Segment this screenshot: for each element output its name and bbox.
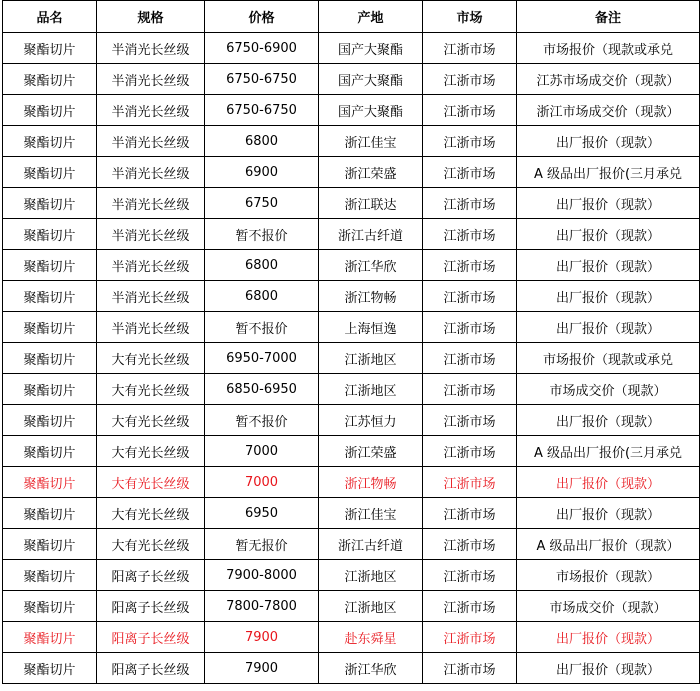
table-row xyxy=(3,374,700,405)
table-row xyxy=(3,343,700,374)
cell-market: 江浙市场 xyxy=(423,405,517,436)
cell-specification: 大有光长丝级 xyxy=(97,436,205,467)
header-specification: 规格 xyxy=(97,1,205,33)
cell-market: 江浙市场 xyxy=(423,436,517,467)
table-body xyxy=(3,33,700,684)
cell-product-name: 聚酯切片 xyxy=(3,33,97,64)
cell-price: 6800 xyxy=(205,281,319,312)
cell-product-name: 聚酯切片 xyxy=(3,157,97,188)
cell-specification: 半消光长丝级 xyxy=(97,250,205,281)
cell-remarks: 出厂报价（现款） xyxy=(517,498,700,529)
table-row xyxy=(3,64,700,95)
cell-price: 暂无报价 xyxy=(205,529,319,560)
cell-price: 6900 xyxy=(205,157,319,188)
cell-product-name: 聚酯切片 xyxy=(3,405,97,436)
table-row xyxy=(3,250,700,281)
cell-origin: 江浙地区 xyxy=(319,343,423,374)
cell-specification: 半消光长丝级 xyxy=(97,126,205,157)
header-market: 市场 xyxy=(423,1,517,33)
cell-remarks: 江苏市场成交价（现款） xyxy=(517,64,700,95)
cell-market: 江浙市场 xyxy=(423,219,517,250)
cell-origin: 浙江古纤道 xyxy=(319,219,423,250)
cell-price: 暂不报价 xyxy=(205,312,319,343)
cell-origin: 江浙地区 xyxy=(319,374,423,405)
cell-specification: 阳离子长丝级 xyxy=(97,560,205,591)
cell-product-name: 聚酯切片 xyxy=(3,374,97,405)
cell-remarks: 出厂报价（现款） xyxy=(517,312,700,343)
cell-origin: 赴东舜星 xyxy=(319,622,423,653)
table-row xyxy=(3,591,700,622)
cell-market: 江浙市场 xyxy=(423,560,517,591)
table-row xyxy=(3,33,700,64)
cell-origin: 浙江佳宝 xyxy=(319,126,423,157)
table-row xyxy=(3,219,700,250)
cell-specification: 半消光长丝级 xyxy=(97,312,205,343)
cell-product-name: 聚酯切片 xyxy=(3,64,97,95)
cell-product-name: 聚酯切片 xyxy=(3,436,97,467)
header-price: 价格 xyxy=(205,1,319,33)
cell-market: 江浙市场 xyxy=(423,529,517,560)
cell-origin: 浙江物畅 xyxy=(319,281,423,312)
cell-market: 江浙市场 xyxy=(423,64,517,95)
cell-remarks: 出厂报价（现款） xyxy=(517,219,700,250)
cell-price: 7900 xyxy=(205,622,319,653)
cell-specification: 大有光长丝级 xyxy=(97,529,205,560)
cell-market: 江浙市场 xyxy=(423,126,517,157)
cell-market: 江浙市场 xyxy=(423,188,517,219)
cell-market: 江浙市场 xyxy=(423,591,517,622)
cell-remarks: A 级品出厂报价(三月承兑 xyxy=(517,436,700,467)
cell-specification: 半消光长丝级 xyxy=(97,188,205,219)
table-row xyxy=(3,188,700,219)
header-remarks: 备注 xyxy=(517,1,700,33)
cell-remarks: 浙江市场成交价（现款） xyxy=(517,95,700,126)
cell-origin: 浙江华欣 xyxy=(319,653,423,684)
table-row xyxy=(3,560,700,591)
cell-remarks: 出厂报价（现款） xyxy=(517,250,700,281)
cell-market: 江浙市场 xyxy=(423,374,517,405)
cell-market: 江浙市场 xyxy=(423,281,517,312)
cell-product-name: 聚酯切片 xyxy=(3,219,97,250)
cell-origin: 浙江联达 xyxy=(319,188,423,219)
cell-specification: 大有光长丝级 xyxy=(97,343,205,374)
cell-origin: 上海恒逸 xyxy=(319,312,423,343)
cell-remarks: 市场报价（现款或承兑 xyxy=(517,343,700,374)
cell-price: 7000 xyxy=(205,467,319,498)
cell-market: 江浙市场 xyxy=(423,467,517,498)
cell-remarks: 市场报价（现款） xyxy=(517,560,700,591)
cell-price: 7900-8000 xyxy=(205,560,319,591)
table-row xyxy=(3,529,700,560)
cell-product-name: 聚酯切片 xyxy=(3,343,97,374)
table-row xyxy=(3,126,700,157)
cell-market: 江浙市场 xyxy=(423,250,517,281)
cell-market: 江浙市场 xyxy=(423,312,517,343)
cell-market: 江浙市场 xyxy=(423,157,517,188)
cell-specification: 半消光长丝级 xyxy=(97,33,205,64)
cell-market: 江浙市场 xyxy=(423,33,517,64)
cell-origin: 国产大聚酯 xyxy=(319,64,423,95)
cell-product-name: 聚酯切片 xyxy=(3,498,97,529)
cell-price: 6800 xyxy=(205,126,319,157)
cell-remarks: A 级品出厂报价（现款） xyxy=(517,529,700,560)
cell-remarks: 出厂报价（现款） xyxy=(517,653,700,684)
cell-price: 6800 xyxy=(205,250,319,281)
cell-origin: 江苏恒力 xyxy=(319,405,423,436)
cell-specification: 阳离子长丝级 xyxy=(97,653,205,684)
cell-price: 6750-6900 xyxy=(205,33,319,64)
header-origin: 产地 xyxy=(319,1,423,33)
table-row xyxy=(3,467,700,498)
cell-price: 6750-6750 xyxy=(205,64,319,95)
table-row xyxy=(3,436,700,467)
cell-specification: 半消光长丝级 xyxy=(97,95,205,126)
table-row xyxy=(3,281,700,312)
cell-price: 7900 xyxy=(205,653,319,684)
cell-market: 江浙市场 xyxy=(423,343,517,374)
cell-product-name: 聚酯切片 xyxy=(3,653,97,684)
table-row xyxy=(3,622,700,653)
cell-remarks: 出厂报价（现款） xyxy=(517,126,700,157)
table-header xyxy=(3,1,700,33)
cell-product-name: 聚酯切片 xyxy=(3,126,97,157)
cell-price: 6950-7000 xyxy=(205,343,319,374)
table-row xyxy=(3,95,700,126)
table-row xyxy=(3,405,700,436)
cell-remarks: 出厂报价（现款） xyxy=(517,188,700,219)
cell-market: 江浙市场 xyxy=(423,622,517,653)
cell-specification: 半消光长丝级 xyxy=(97,157,205,188)
cell-remarks: 市场成交价（现款） xyxy=(517,374,700,405)
cell-remarks: 出厂报价（现款） xyxy=(517,405,700,436)
cell-origin: 浙江物畅 xyxy=(319,467,423,498)
cell-remarks: 出厂报价（现款） xyxy=(517,467,700,498)
cell-price: 6850-6950 xyxy=(205,374,319,405)
price-table xyxy=(2,0,700,684)
cell-origin: 浙江华欣 xyxy=(319,250,423,281)
cell-market: 江浙市场 xyxy=(423,498,517,529)
cell-price: 暂不报价 xyxy=(205,405,319,436)
cell-price: 7800-7800 xyxy=(205,591,319,622)
cell-price: 6950 xyxy=(205,498,319,529)
cell-specification: 大有光长丝级 xyxy=(97,467,205,498)
cell-origin: 浙江荣盛 xyxy=(319,436,423,467)
cell-remarks: 市场报价（现款或承兑 xyxy=(517,33,700,64)
cell-product-name: 聚酯切片 xyxy=(3,312,97,343)
cell-origin: 江浙地区 xyxy=(319,560,423,591)
cell-specification: 大有光长丝级 xyxy=(97,405,205,436)
cell-market: 江浙市场 xyxy=(423,653,517,684)
cell-product-name: 聚酯切片 xyxy=(3,95,97,126)
cell-price: 6750 xyxy=(205,188,319,219)
table-row xyxy=(3,312,700,343)
header-product-name: 品名 xyxy=(3,1,97,33)
cell-origin: 国产大聚酯 xyxy=(319,33,423,64)
header-row xyxy=(3,1,700,33)
table-row xyxy=(3,498,700,529)
cell-origin: 浙江古纤道 xyxy=(319,529,423,560)
cell-remarks: 出厂报价（现款） xyxy=(517,622,700,653)
cell-product-name: 聚酯切片 xyxy=(3,591,97,622)
cell-specification: 大有光长丝级 xyxy=(97,374,205,405)
cell-specification: 阳离子长丝级 xyxy=(97,591,205,622)
cell-product-name: 聚酯切片 xyxy=(3,467,97,498)
cell-origin: 江浙地区 xyxy=(319,591,423,622)
cell-remarks: A 级品出厂报价(三月承兑 xyxy=(517,157,700,188)
cell-origin: 国产大聚酯 xyxy=(319,95,423,126)
cell-specification: 半消光长丝级 xyxy=(97,64,205,95)
cell-product-name: 聚酯切片 xyxy=(3,250,97,281)
cell-price: 7000 xyxy=(205,436,319,467)
cell-price: 暂不报价 xyxy=(205,219,319,250)
cell-specification: 阳离子长丝级 xyxy=(97,622,205,653)
cell-product-name: 聚酯切片 xyxy=(3,529,97,560)
cell-product-name: 聚酯切片 xyxy=(3,560,97,591)
cell-origin: 浙江荣盛 xyxy=(319,157,423,188)
cell-remarks: 市场成交价（现款） xyxy=(517,591,700,622)
cell-remarks: 出厂报价（现款） xyxy=(517,281,700,312)
cell-product-name: 聚酯切片 xyxy=(3,281,97,312)
cell-market: 江浙市场 xyxy=(423,95,517,126)
cell-specification: 半消光长丝级 xyxy=(97,281,205,312)
cell-price: 6750-6750 xyxy=(205,95,319,126)
table-row xyxy=(3,157,700,188)
cell-specification: 大有光长丝级 xyxy=(97,498,205,529)
table-row xyxy=(3,653,700,684)
cell-product-name: 聚酯切片 xyxy=(3,188,97,219)
cell-product-name: 聚酯切片 xyxy=(3,622,97,653)
cell-specification: 半消光长丝级 xyxy=(97,219,205,250)
cell-origin: 浙江佳宝 xyxy=(319,498,423,529)
